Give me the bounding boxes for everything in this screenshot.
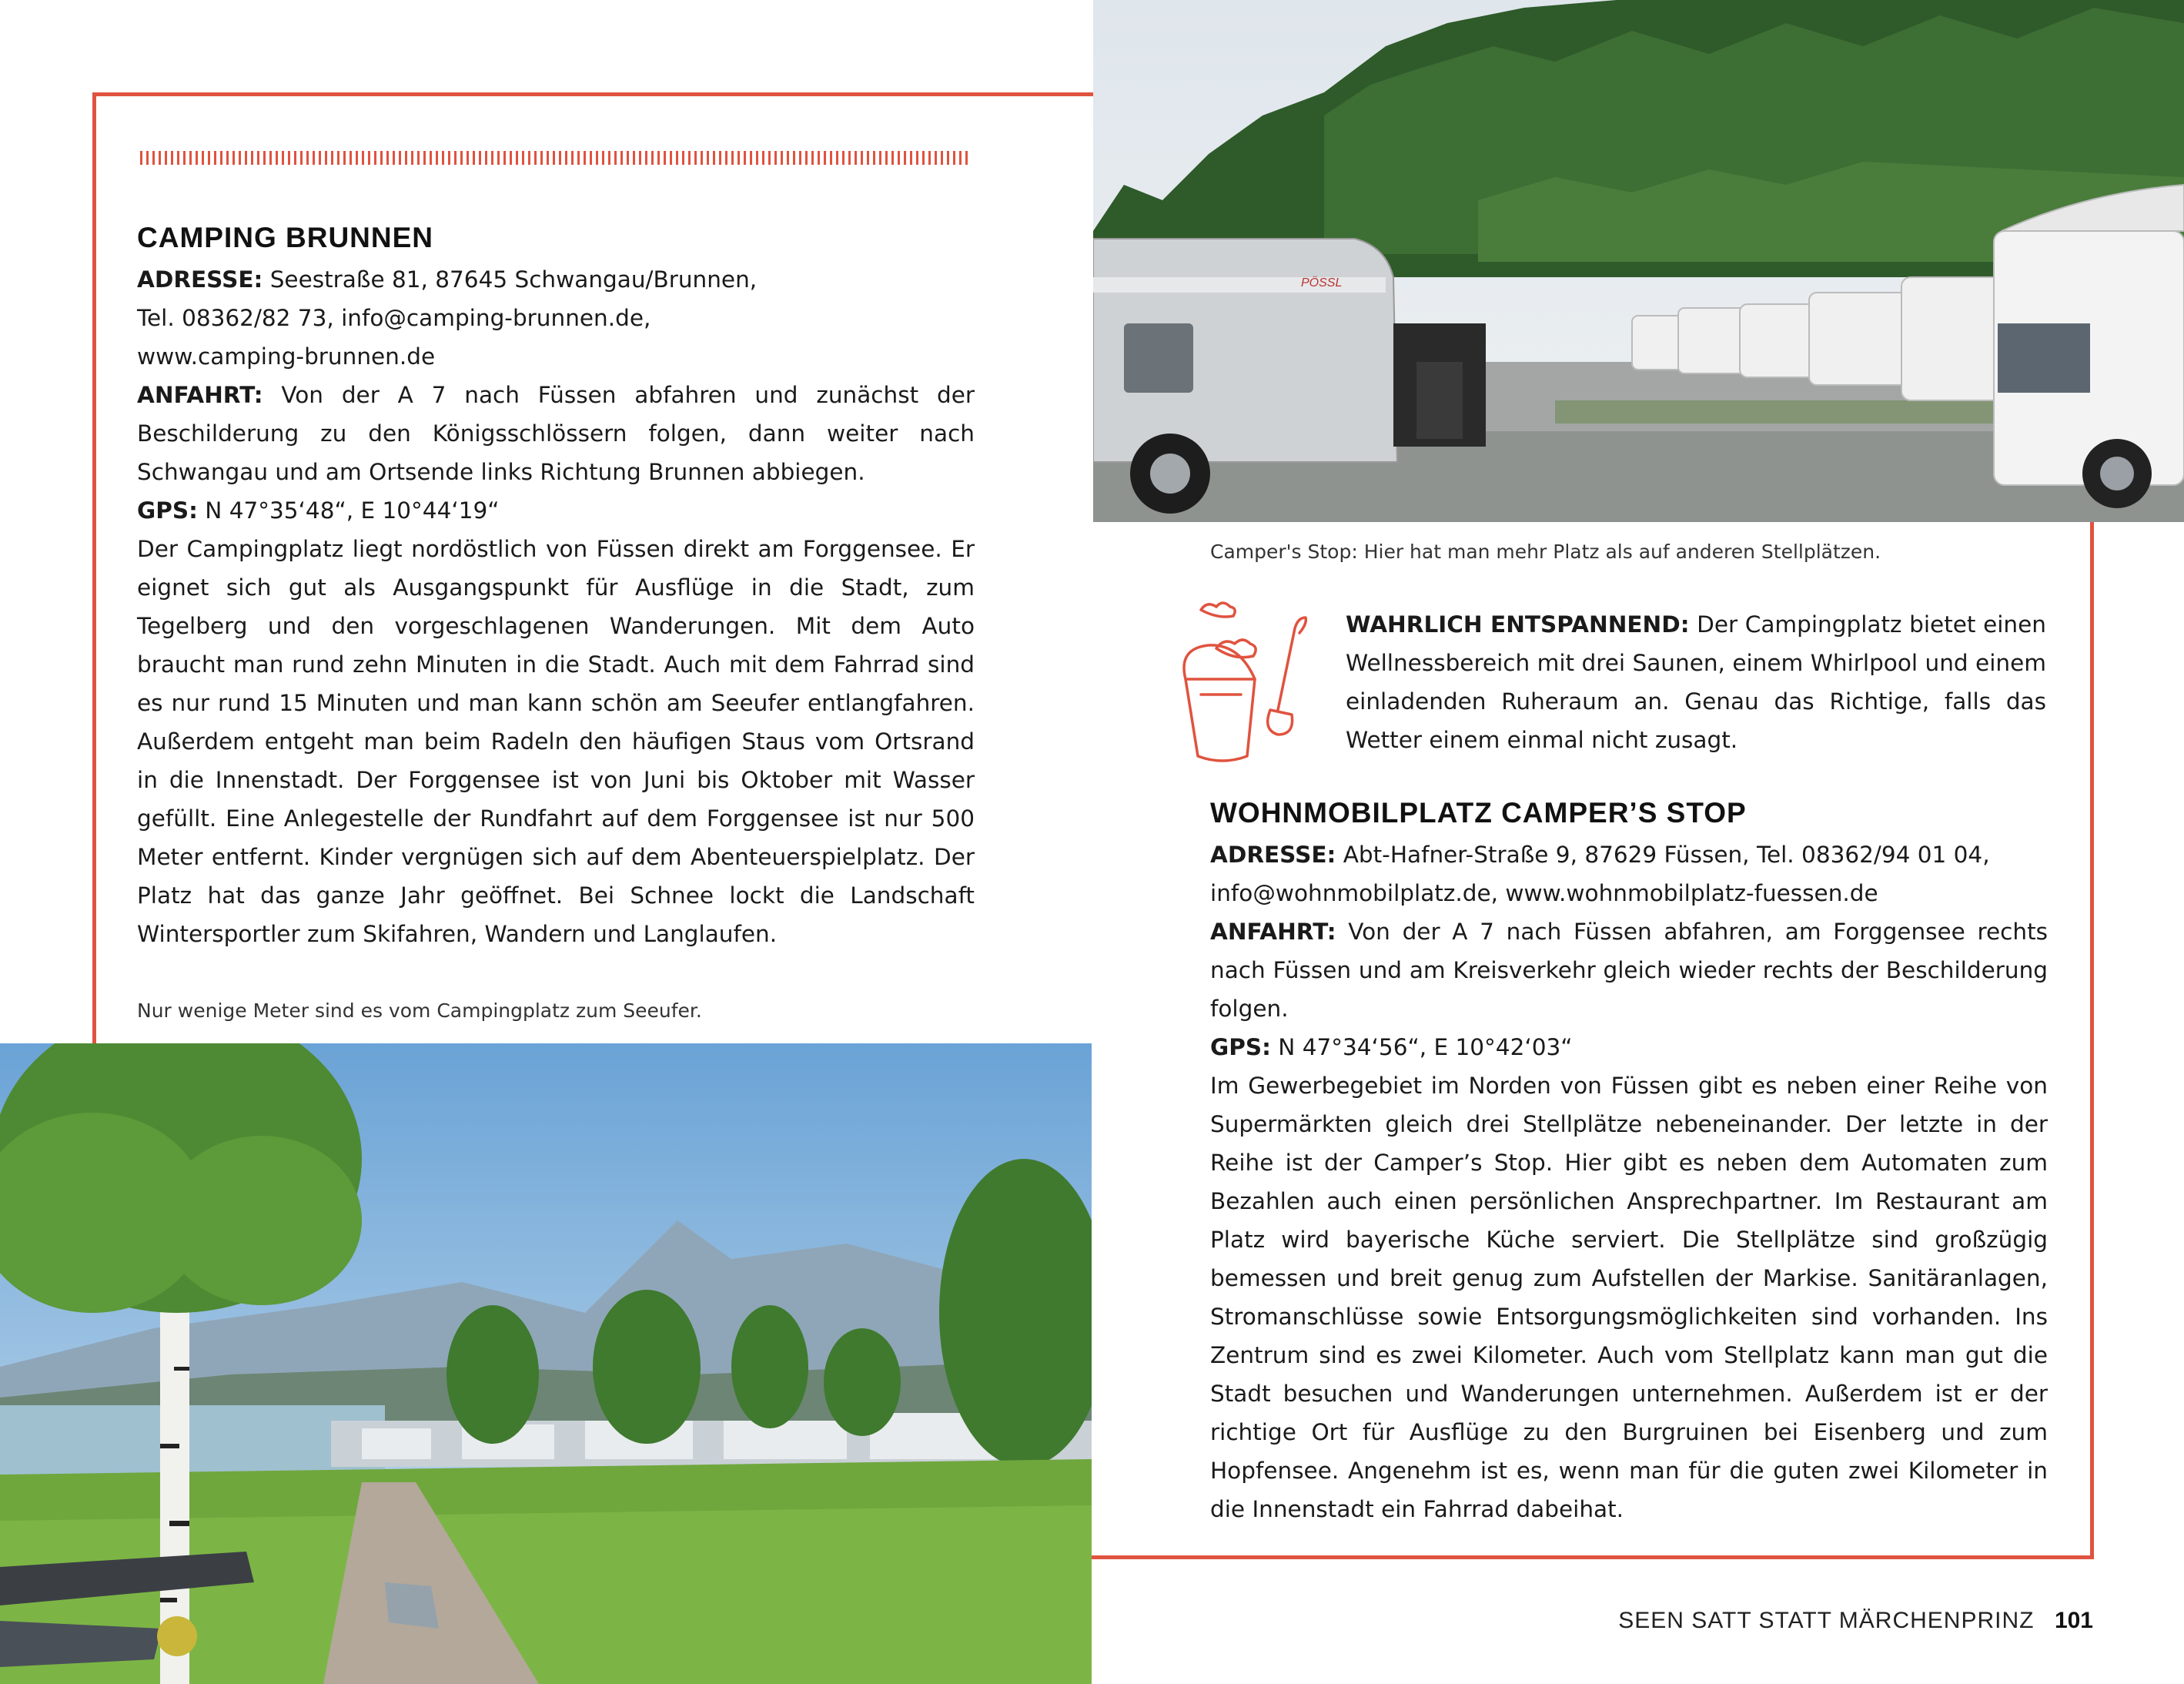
address-line-1: Seestraße 81, 87645 Schwangau/Brunnen, (269, 266, 758, 293)
directions-text: Von der A 7 nach Füssen abfahren und zunächst der Beschilderung zu den Königsschlössern folgen, dann weiter nach Schwangau und am Ortsende links Richtung Brunnen abbiegen. (137, 382, 975, 485)
gps-coordinates: N 47°34‘56“, E 10°42‘03“ (1278, 1034, 1573, 1060)
address-label: ADRESSE: (1210, 842, 1336, 868)
address-line-2: Tel. 08362/82 73, info@camping-brunnen.de, (137, 305, 651, 331)
gps-coordinates: N 47°35‘48“, E 10°44‘19“ (205, 497, 500, 524)
tip-label: WAHRLICH ENTSPANNEND: (1346, 611, 1690, 638)
camping-brunnen-section (137, 222, 975, 953)
lake-photo-caption: Nur wenige Meter sind es vom Campingplatz zum Seeufer. (137, 999, 702, 1022)
running-title: SEEN SATT STATT MÄRCHENPRINZ (1618, 1608, 2035, 1633)
lake-shore-photo (0, 1043, 1092, 1684)
camping-brunnen-description: Der Campingplatz liegt nordöstlich von Füssen direkt am Forggensee. Er eignet sich gut als Ausgangspunkt für Ausflüge in die Stadt, zum Tegelberg und den vorgeschlagenen Wanderungen. Mit dem Auto braucht man rund zehn Minuten in die Stadt. Auch mit dem Fahrrad sind es nur rund 15 Minuten und man kann schön am Seeufer entlangfahren. Außerdem entgeht man beim Radeln den häufigen Staus vom Ortsrand in die Innenstadt. Der Forggensee ist von Juni bis Oktober mit Wasser gefüllt. Eine Anlegestelle der Rundfahrt auf dem Forggensee ist nur 500 Meter entfernt. Kinder vergnügen sich auf dem Abenteuerspielplatz. Der Platz hat das ganze Jahr geöffnet. Bei Schnee lockt die Landschaft Wintersportler zum Skifahren, Wandern und Langlaufen. (137, 536, 975, 947)
gps-label: GPS: (1210, 1034, 1271, 1060)
van-brand-text: PÖSSL (1301, 276, 1343, 290)
gps-label: GPS: (137, 497, 198, 524)
wellness-tip (1346, 605, 2046, 759)
camping-brunnen-title: CAMPING BRUNNEN (137, 222, 433, 253)
page-footer (1618, 1608, 2093, 1634)
tip-text: Der Campingplatz bietet einen Wellnessbereich mit drei Saunen, einem Whirlpool und einem einladenden Ruheraum an. Genau das Richtige, falls das Wetter einem einmal nicht zusagt. (1346, 611, 2046, 753)
page-number: 101 (2054, 1608, 2093, 1633)
campers-stop-description: Im Gewerbegebiet im Norden von Füssen gibt es neben einer Reihe von Supermärkten gleich drei Stellplätze nebeneinander. Der letzte in der Reihe ist der Camper’s Stop. Hier gibt es neben dem Automaten zum Bezahlen auch einen persönlichen Ansprechpartner. Im Restaurant am Platz wird bayerische Küche serviert. Die Stellplätze sind großzügig bemessen und breit genug zum Aufstellen der Markise. Sanitäranlagen, Stromanschlüsse sowie Entsorgungsmöglichkeiten sind vorhanden. Ins Zentrum sind es zwei Kilometer. Auch vom Stellplatz kann man gut die Stadt besuchen und Wanderungen unternehmen. Außerdem ist er der richtige Ort für Ausflüge zu den Burgruinen bei Eisenberg und zum Hopfensee. Angenehm ist es, wenn man für die guten zwei Kilometer in die Innenstadt ein Fahrrad dabeihat. (1210, 1073, 2048, 1522)
campervans-photo (1093, 0, 2184, 522)
directions-text: Von der A 7 nach Füssen abfahren, am Forggensee rechts nach Füssen und am Kreisverkehr gleich wieder rechts der Beschilderung folgen. (1210, 919, 2048, 1022)
address-line-1: Abt-Hafner-Straße 9, 87629 Füssen, Tel. 08362/94 01 04, (1343, 842, 1990, 868)
directions-label: ANFAHRT: (137, 382, 263, 408)
address-label: ADRESSE: (137, 266, 263, 293)
dashed-rule (140, 151, 972, 165)
campers-stop-title: WOHNMOBILPLATZ CAMPER’S STOP (1210, 797, 1747, 829)
sauna-bucket-icon (1155, 594, 1332, 779)
campers-photo-caption: Camper's Stop: Hier hat man mehr Platz als auf anderen Stellplätzen. (1210, 541, 1881, 563)
address-line-2: info@wohnmobilplatz.de, www.wohnmobilplatz-fuessen.de (1210, 880, 1878, 906)
address-line-3: www.camping-brunnen.de (137, 343, 436, 370)
campers-stop-section (1210, 797, 2048, 1528)
directions-label: ANFAHRT: (1210, 919, 1336, 945)
